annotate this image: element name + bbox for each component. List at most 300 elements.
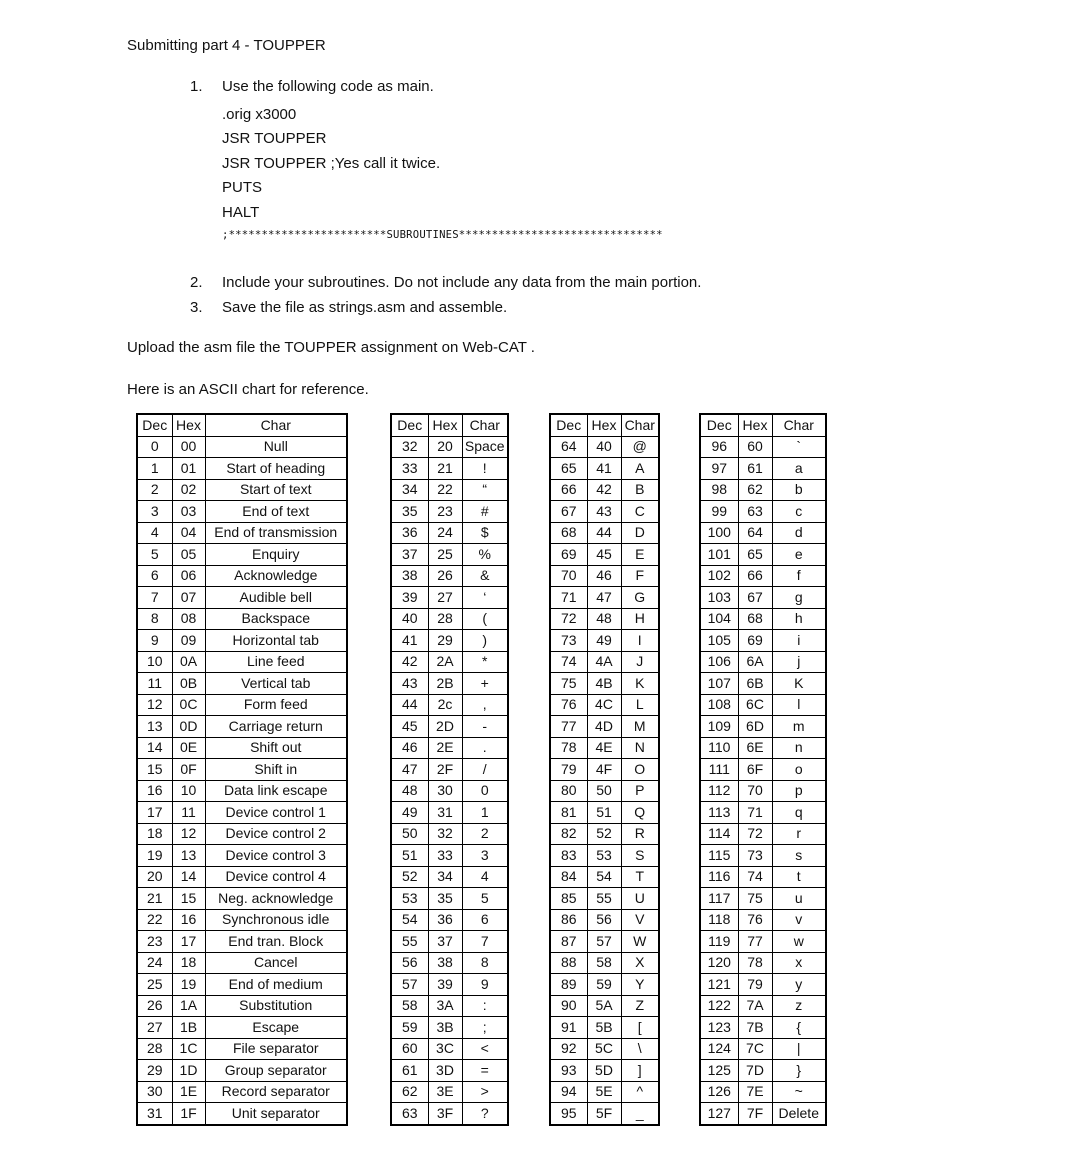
cell-hex: 4A [587, 651, 621, 673]
cell-hex: 7C [738, 1038, 772, 1060]
cell-hex: 48 [587, 608, 621, 630]
cell-dec: 103 [700, 587, 738, 609]
cell-hex: 24 [428, 522, 462, 544]
cell-char: ^ [621, 1081, 659, 1103]
cell-dec: 30 [137, 1081, 172, 1103]
cell-hex: 43 [587, 501, 621, 523]
cell-char: R [621, 823, 659, 845]
cell-hex: 6D [738, 716, 772, 738]
cell-hex: 35 [428, 888, 462, 910]
cell-char: m [772, 716, 826, 738]
cell-dec: 89 [550, 974, 587, 996]
step-3-text: Save the file as strings.asm and assemble. [222, 299, 508, 316]
cell-hex: 32 [428, 823, 462, 845]
cell-dec: 26 [137, 995, 172, 1017]
cell-hex: 70 [738, 780, 772, 802]
cell-dec: 17 [137, 802, 172, 824]
cell-dec: 4 [137, 522, 172, 544]
cell-dec: 57 [391, 974, 428, 996]
table-row [137, 694, 347, 716]
table-row [391, 436, 508, 458]
cell-char: Line feed [205, 651, 347, 673]
cell-hex: 2B [428, 673, 462, 695]
cell-dec: 108 [700, 694, 738, 716]
cell-dec: 113 [700, 802, 738, 824]
cell-char: h [772, 608, 826, 630]
cell-dec: 41 [391, 630, 428, 652]
cell-char: g [772, 587, 826, 609]
table-row [700, 995, 826, 1017]
cell-char: ! [462, 458, 508, 480]
table-row [550, 565, 659, 587]
table-row [700, 479, 826, 501]
cell-dec: 18 [137, 823, 172, 845]
table-row [391, 544, 508, 566]
table-row [700, 866, 826, 888]
cell-dec: 92 [550, 1038, 587, 1060]
table-row [391, 1103, 508, 1125]
table-row [700, 694, 826, 716]
cell-hex: 30 [428, 780, 462, 802]
cell-char: c [772, 501, 826, 523]
table-row [550, 630, 659, 652]
cell-hex: 0F [172, 759, 205, 781]
cell-dec: 110 [700, 737, 738, 759]
cell-dec: 0 [137, 436, 172, 458]
table-row [700, 673, 826, 695]
cell-hex: 6C [738, 694, 772, 716]
cell-dec: 84 [550, 866, 587, 888]
cell-char: l [772, 694, 826, 716]
steps-2-3 [190, 270, 701, 320]
cell-dec: 54 [391, 909, 428, 931]
cell-char: T [621, 866, 659, 888]
table-row [700, 608, 826, 630]
cell-dec: 59 [391, 1017, 428, 1039]
cell-char: 8 [462, 952, 508, 974]
cell-dec: 24 [137, 952, 172, 974]
cell-dec: 21 [137, 888, 172, 910]
cell-dec: 101 [700, 544, 738, 566]
cell-dec: 43 [391, 673, 428, 695]
table-row [391, 1017, 508, 1039]
cell-char: Delete [772, 1103, 826, 1125]
column-header-dec: Dec [391, 414, 428, 436]
cell-hex: 2D [428, 716, 462, 738]
code-line: PUTS [222, 179, 263, 197]
table-row [137, 716, 347, 738]
table-row [550, 458, 659, 480]
cell-dec: 42 [391, 651, 428, 673]
cell-char: X [621, 952, 659, 974]
cell-hex: 16 [172, 909, 205, 931]
cell-hex: 3A [428, 995, 462, 1017]
cell-dec: 77 [550, 716, 587, 738]
cell-char: Acknowledge [205, 565, 347, 587]
table-row [700, 759, 826, 781]
cell-dec: 19 [137, 845, 172, 867]
cell-hex: 3C [428, 1038, 462, 1060]
cell-hex: 01 [172, 458, 205, 480]
table-row [550, 931, 659, 953]
table-row [391, 501, 508, 523]
cell-char: 0 [462, 780, 508, 802]
cell-char: End of transmission [205, 522, 347, 544]
column-header-dec: Dec [550, 414, 587, 436]
ascii-table-64-95 [549, 413, 660, 1126]
ascii-chart-intro: Here is an ASCII chart for reference. [127, 381, 369, 398]
table-row [137, 909, 347, 931]
table-row [137, 845, 347, 867]
table-row [700, 845, 826, 867]
cell-dec: 2 [137, 479, 172, 501]
cell-hex: 4B [587, 673, 621, 695]
cell-char: 2 [462, 823, 508, 845]
page-title: Submitting part 4 - TOUPPER [127, 37, 326, 54]
table-row [391, 630, 508, 652]
cell-hex: 41 [587, 458, 621, 480]
cell-char: Unit separator [205, 1103, 347, 1125]
subroutines-divider: ;************************SUBROUTINES******************************* [222, 228, 663, 241]
table-row [391, 458, 508, 480]
cell-dec: 15 [137, 759, 172, 781]
cell-char: 1 [462, 802, 508, 824]
cell-char: _ [621, 1103, 659, 1125]
cell-dec: 93 [550, 1060, 587, 1082]
cell-dec: 75 [550, 673, 587, 695]
cell-dec: 74 [550, 651, 587, 673]
cell-char: Form feed [205, 694, 347, 716]
table-row [700, 630, 826, 652]
code-line: HALT [222, 203, 260, 221]
table-row [550, 544, 659, 566]
cell-hex: 2E [428, 737, 462, 759]
cell-hex: 19 [172, 974, 205, 996]
table-row [137, 823, 347, 845]
cell-dec: 79 [550, 759, 587, 781]
cell-dec: 80 [550, 780, 587, 802]
cell-char: + [462, 673, 508, 695]
cell-char: > [462, 1081, 508, 1103]
cell-dec: 38 [391, 565, 428, 587]
cell-dec: 52 [391, 866, 428, 888]
cell-char: Device control 2 [205, 823, 347, 845]
cell-char: [ [621, 1017, 659, 1039]
cell-dec: 116 [700, 866, 738, 888]
cell-char: I [621, 630, 659, 652]
cell-dec: 53 [391, 888, 428, 910]
table-row [550, 1081, 659, 1103]
cell-char: ~ [772, 1081, 826, 1103]
cell-dec: 125 [700, 1060, 738, 1082]
cell-char: N [621, 737, 659, 759]
cell-dec: 85 [550, 888, 587, 910]
cell-dec: 64 [550, 436, 587, 458]
table-row [550, 909, 659, 931]
column-header-hex: Hex [587, 414, 621, 436]
cell-dec: 78 [550, 737, 587, 759]
table-row [550, 845, 659, 867]
cell-hex: 4E [587, 737, 621, 759]
cell-char: y [772, 974, 826, 996]
cell-char: U [621, 888, 659, 910]
table-row [137, 436, 347, 458]
cell-char: Backspace [205, 608, 347, 630]
cell-char: 5 [462, 888, 508, 910]
cell-hex: 66 [738, 565, 772, 587]
cell-hex: 5A [587, 995, 621, 1017]
table-row [391, 974, 508, 996]
table-row [550, 888, 659, 910]
cell-dec: 48 [391, 780, 428, 802]
table-row [137, 651, 347, 673]
cell-char: Device control 1 [205, 802, 347, 824]
table-row [550, 737, 659, 759]
cell-dec: 95 [550, 1103, 587, 1125]
cell-dec: 8 [137, 608, 172, 630]
table-row [391, 823, 508, 845]
column-header-char: Char [205, 414, 347, 436]
table-row [137, 952, 347, 974]
cell-char: o [772, 759, 826, 781]
cell-dec: 14 [137, 737, 172, 759]
table-row [391, 952, 508, 974]
cell-hex: 36 [428, 909, 462, 931]
cell-dec: 34 [391, 479, 428, 501]
cell-hex: 40 [587, 436, 621, 458]
cell-char: 6 [462, 909, 508, 931]
table-row [700, 587, 826, 609]
cell-dec: 107 [700, 673, 738, 695]
cell-hex: 55 [587, 888, 621, 910]
table-row [700, 458, 826, 480]
table-row [550, 780, 659, 802]
cell-dec: 90 [550, 995, 587, 1017]
cell-char: 3 [462, 845, 508, 867]
cell-hex: 11 [172, 802, 205, 824]
cell-char: V [621, 909, 659, 931]
cell-char: C [621, 501, 659, 523]
step-3 [190, 295, 701, 320]
cell-dec: 96 [700, 436, 738, 458]
cell-dec: 118 [700, 909, 738, 931]
code-line: JSR TOUPPER [222, 130, 327, 148]
cell-dec: 81 [550, 802, 587, 824]
cell-char: Vertical tab [205, 673, 347, 695]
column-header-char: Char [462, 414, 508, 436]
cell-hex: 08 [172, 608, 205, 630]
table-row [550, 952, 659, 974]
cell-char: t [772, 866, 826, 888]
cell-char: End of medium [205, 974, 347, 996]
cell-dec: 55 [391, 931, 428, 953]
table-row [700, 823, 826, 845]
column-header-hex: Hex [738, 414, 772, 436]
table-row [137, 780, 347, 802]
column-header-dec: Dec [137, 414, 172, 436]
cell-dec: 5 [137, 544, 172, 566]
table-row [550, 823, 659, 845]
cell-dec: 51 [391, 845, 428, 867]
cell-hex: 09 [172, 630, 205, 652]
cell-dec: 120 [700, 952, 738, 974]
table-row [391, 694, 508, 716]
table-row [700, 565, 826, 587]
cell-char: @ [621, 436, 659, 458]
cell-char: f [772, 565, 826, 587]
cell-hex: 64 [738, 522, 772, 544]
cell-hex: 5E [587, 1081, 621, 1103]
cell-hex: 38 [428, 952, 462, 974]
cell-hex: 60 [738, 436, 772, 458]
cell-char: d [772, 522, 826, 544]
cell-dec: 47 [391, 759, 428, 781]
cell-char: ‘ [462, 587, 508, 609]
table-row [700, 1081, 826, 1103]
table-row [391, 1081, 508, 1103]
cell-dec: 87 [550, 931, 587, 953]
table-row [137, 587, 347, 609]
cell-char: Group separator [205, 1060, 347, 1082]
table-row [550, 1038, 659, 1060]
cell-hex: 1B [172, 1017, 205, 1039]
cell-char: Space [462, 436, 508, 458]
cell-hex: 0C [172, 694, 205, 716]
cell-char: End tran. Block [205, 931, 347, 953]
code-line: .orig x3000 [222, 105, 297, 123]
cell-hex: 42 [587, 479, 621, 501]
cell-char: * [462, 651, 508, 673]
cell-dec: 91 [550, 1017, 587, 1039]
table-row [391, 522, 508, 544]
cell-dec: 9 [137, 630, 172, 652]
table-row [700, 544, 826, 566]
table-row [700, 931, 826, 953]
table-row [550, 759, 659, 781]
cell-char: Null [205, 436, 347, 458]
cell-dec: 71 [550, 587, 587, 609]
cell-hex: 6F [738, 759, 772, 781]
cell-char: = [462, 1060, 508, 1082]
cell-hex: 6E [738, 737, 772, 759]
table-row [137, 630, 347, 652]
cell-char: r [772, 823, 826, 845]
cell-dec: 40 [391, 608, 428, 630]
cell-hex: 5F [587, 1103, 621, 1125]
cell-char: Start of text [205, 479, 347, 501]
step-3-number: 3. [190, 299, 203, 316]
cell-hex: 21 [428, 458, 462, 480]
cell-char: Carriage return [205, 716, 347, 738]
table-row [550, 1017, 659, 1039]
cell-hex: 26 [428, 565, 462, 587]
cell-hex: 58 [587, 952, 621, 974]
table-row [550, 1060, 659, 1082]
cell-char: K [772, 673, 826, 695]
cell-hex: 75 [738, 888, 772, 910]
cell-dec: 88 [550, 952, 587, 974]
cell-hex: 46 [587, 565, 621, 587]
cell-hex: 22 [428, 479, 462, 501]
cell-char: Substitution [205, 995, 347, 1017]
cell-dec: 37 [391, 544, 428, 566]
table-row [391, 995, 508, 1017]
table-row [137, 1038, 347, 1060]
cell-hex: 73 [738, 845, 772, 867]
cell-dec: 1 [137, 458, 172, 480]
cell-hex: 1F [172, 1103, 205, 1125]
step-1-text: Use the following code as main. [222, 78, 434, 95]
cell-hex: 13 [172, 845, 205, 867]
step-2-text: Include your subroutines. Do not include any data from the main portion. [222, 274, 702, 291]
cell-hex: 67 [738, 587, 772, 609]
cell-char: n [772, 737, 826, 759]
cell-char: L [621, 694, 659, 716]
cell-hex: 56 [587, 909, 621, 931]
cell-dec: 56 [391, 952, 428, 974]
cell-dec: 50 [391, 823, 428, 845]
cell-char: D [621, 522, 659, 544]
column-header-char: Char [621, 414, 659, 436]
table-row [137, 995, 347, 1017]
table-row [700, 952, 826, 974]
cell-dec: 29 [137, 1060, 172, 1082]
cell-char: Device control 4 [205, 866, 347, 888]
cell-hex: 7E [738, 1081, 772, 1103]
cell-hex: 6A [738, 651, 772, 673]
cell-hex: 0A [172, 651, 205, 673]
code-line: JSR TOUPPER ;Yes call it twice. [222, 154, 441, 172]
cell-hex: 1E [172, 1081, 205, 1103]
cell-dec: 45 [391, 716, 428, 738]
cell-hex: 7A [738, 995, 772, 1017]
cell-dec: 61 [391, 1060, 428, 1082]
cell-char: j [772, 651, 826, 673]
cell-hex: 3B [428, 1017, 462, 1039]
cell-hex: 52 [587, 823, 621, 845]
cell-hex: 25 [428, 544, 462, 566]
cell-hex: 23 [428, 501, 462, 523]
cell-hex: 03 [172, 501, 205, 523]
cell-hex: 3E [428, 1081, 462, 1103]
cell-char: { [772, 1017, 826, 1039]
table-row [391, 479, 508, 501]
table-row [700, 888, 826, 910]
table-row [137, 565, 347, 587]
cell-char: v [772, 909, 826, 931]
cell-dec: 32 [391, 436, 428, 458]
table-row [700, 780, 826, 802]
table-row [550, 436, 659, 458]
column-header-dec: Dec [700, 414, 738, 436]
cell-char: ] [621, 1060, 659, 1082]
cell-hex: 02 [172, 479, 205, 501]
cell-char: F [621, 565, 659, 587]
cell-hex: 65 [738, 544, 772, 566]
cell-dec: 28 [137, 1038, 172, 1060]
cell-dec: 6 [137, 565, 172, 587]
table-row [391, 565, 508, 587]
table-row [137, 501, 347, 523]
cell-hex: 44 [587, 522, 621, 544]
cell-dec: 114 [700, 823, 738, 845]
cell-char: } [772, 1060, 826, 1082]
cell-char: Cancel [205, 952, 347, 974]
cell-dec: 86 [550, 909, 587, 931]
cell-char: Y [621, 974, 659, 996]
cell-char: < [462, 1038, 508, 1060]
cell-hex: 7D [738, 1060, 772, 1082]
